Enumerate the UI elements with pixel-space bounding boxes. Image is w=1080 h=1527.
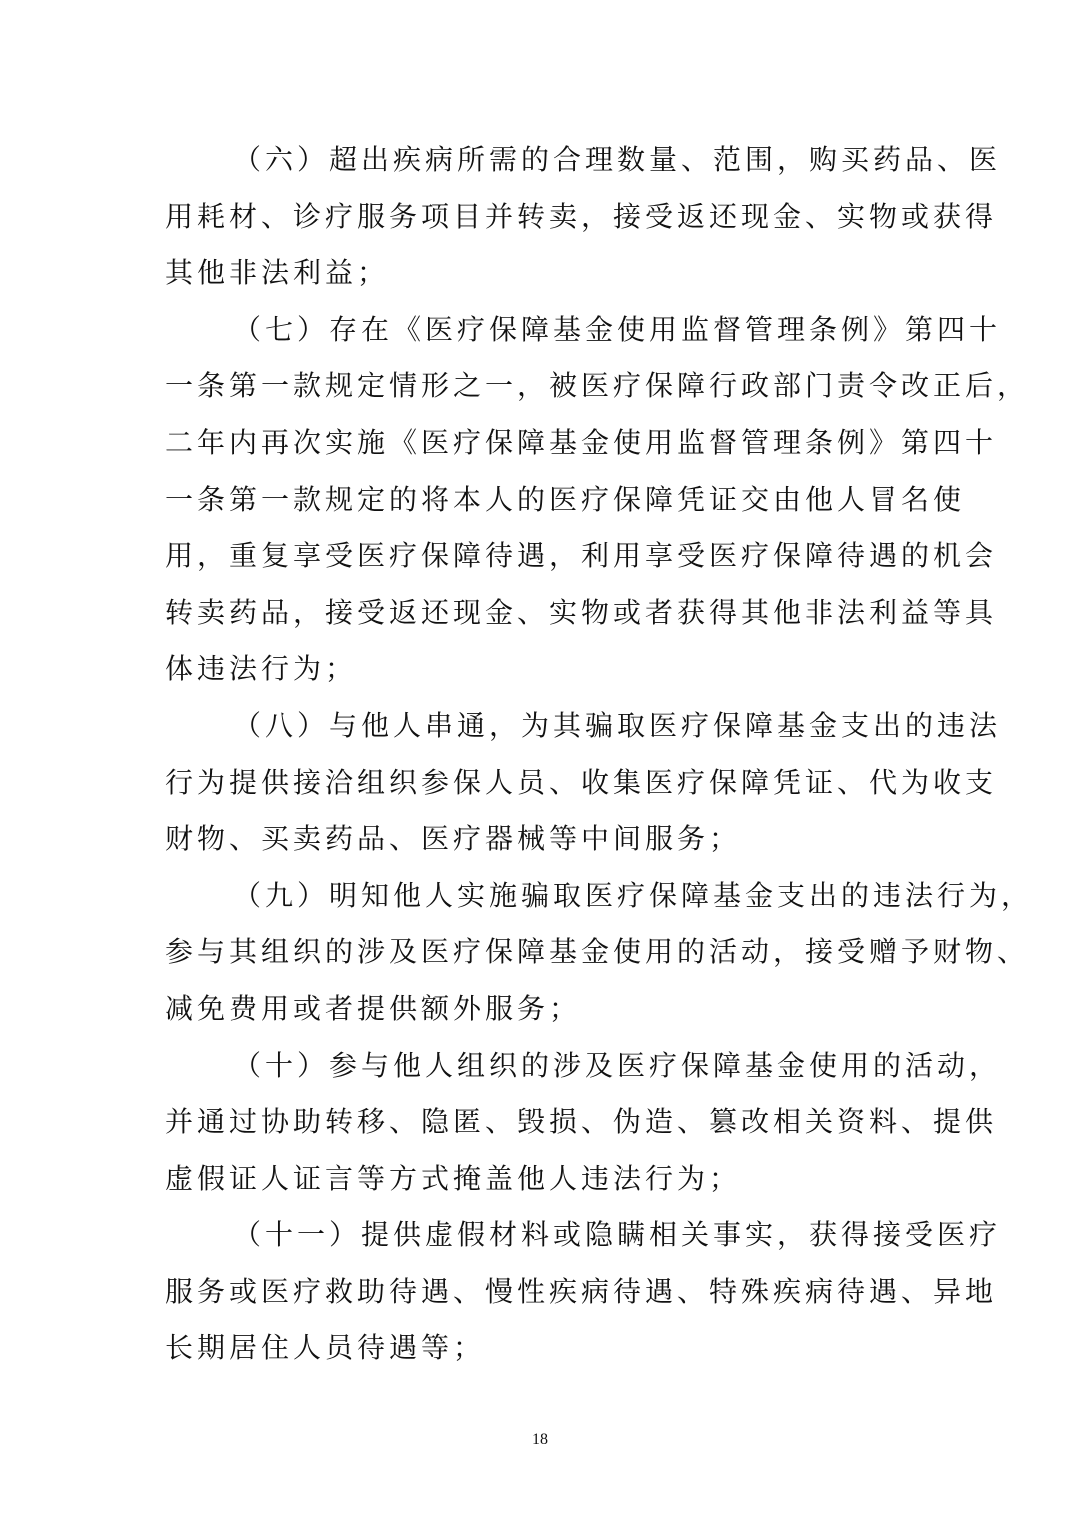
paragraph-line: 并通过协助转移、隐匿、毁损、伪造、篡改相关资料、提供 [165, 1105, 998, 1139]
paragraph-line: 参与其组织的涉及医疗保障基金使用的活动，接受赠予财物、 [165, 935, 1030, 969]
paragraph-item-9 [165, 868, 1034, 1038]
paragraph-line: 一条第一款规定情形之一，被医疗保障行政部门责令改正后， [165, 369, 1030, 403]
paragraph-item-6 [165, 132, 1002, 302]
paragraph-line: 其他非法利益； [165, 256, 390, 290]
paragraph-line: 行为提供接洽组织参保人员、收集医疗保障凭证、代为收支 [165, 765, 998, 799]
paragraph-line: 财物、买卖药品、医疗器械等中间服务； [165, 822, 742, 856]
paragraph-line: 长期居住人员待遇等； [165, 1331, 486, 1365]
paragraph-line: （七）存在《医疗保障基金使用监督管理条例》第四十 [233, 312, 1002, 346]
paragraph-line: 用耗材、诊疗服务项目并转卖，接受返还现金、实物或获得 [165, 199, 998, 233]
paragraph-item-11 [165, 1207, 1002, 1377]
paragraph-line: 一条第一款规定的将本人的医疗保障凭证交由他人冒名使 [165, 482, 966, 516]
paragraph-line: （十）参与他人组织的涉及医疗保障基金使用的活动， [233, 1048, 1002, 1082]
paragraph-line: 二年内再次实施《医疗保障基金使用监督管理条例》第四十 [165, 425, 998, 459]
paragraph-line: 用，重复享受医疗保障待遇，利用享受医疗保障待遇的机会 [165, 539, 998, 573]
paragraph-item-8 [165, 698, 1002, 868]
paragraph-line: （九）明知他人实施骗取医疗保障基金支出的违法行为， [233, 878, 1034, 912]
paragraph-line: 虚假证人证言等方式掩盖他人违法行为； [165, 1161, 742, 1195]
paragraph-line: 体违法行为； [165, 652, 358, 686]
page-number: 18 [532, 1431, 548, 1448]
paragraph-line: 转卖药品，接受返还现金、实物或者获得其他非法利益等具 [165, 595, 998, 629]
paragraph-line: （十一）提供虚假材料或隐瞒相关事实，获得接受医疗 [233, 1218, 1002, 1252]
paragraph-line: （八）与他人串通，为其骗取医疗保障基金支出的违法 [233, 708, 1002, 742]
paragraph-line: （六）超出疾病所需的合理数量、范围，购买药品、医 [233, 143, 1002, 176]
document-body [165, 132, 1034, 1377]
paragraph-item-7 [165, 302, 1030, 698]
paragraph-line: 减免费用或者提供额外服务； [165, 991, 582, 1025]
paragraph-line: 服务或医疗救助待遇、慢性疾病待遇、特殊疾病待遇、异地 [165, 1274, 998, 1308]
paragraph-item-10 [165, 1038, 1002, 1208]
